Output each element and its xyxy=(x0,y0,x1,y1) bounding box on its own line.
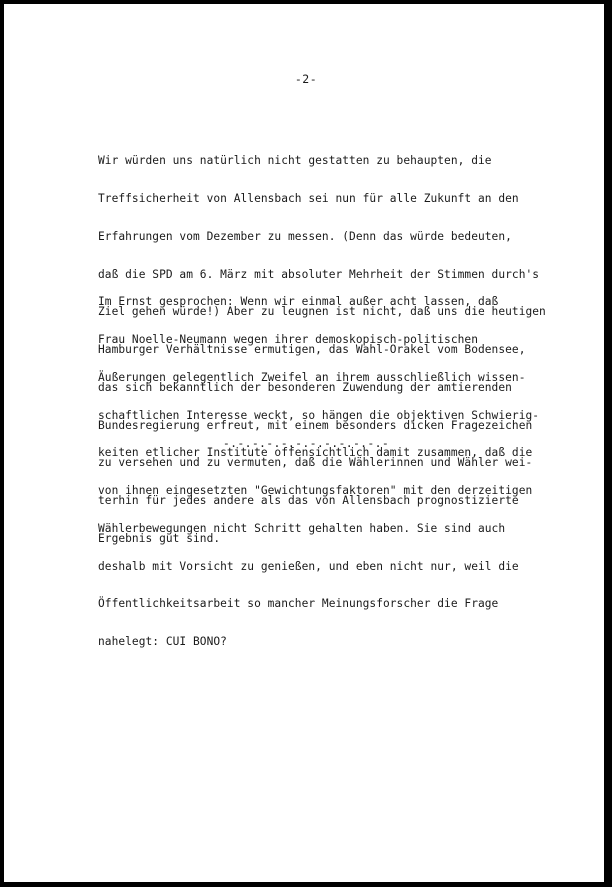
text-line: Ziel gehen würde!) Aber zu leugnen ist nicht, daß uns die heutigen xyxy=(98,305,546,319)
text-line: schaftlichen Interesse weckt, so hängen die objektiven Schwierig- xyxy=(98,408,540,422)
text-line: Wir würden uns natürlich nicht gestatten zu behaupten, die xyxy=(98,154,492,168)
scan-border-bottom xyxy=(0,882,612,887)
text-line: keiten etlicher Institute offensichtlich damit zusammen, daß die xyxy=(98,446,533,460)
text-line: deshalb mit Vorsicht zu genießen, und eben nicht nur, weil die xyxy=(98,559,519,573)
section-separator: -.-.-.-.-.-.-.-.-.-.-.- xyxy=(222,436,390,450)
text-line: Äußerungen gelegentlich Zweifel an ihrem ausschließlich wissen- xyxy=(98,370,526,384)
text-line: daß die SPD am 6. März mit absoluter Mehrheit der Stimmen durch's xyxy=(98,267,540,281)
text-line: zu versehen und zu vermuten, daß die Wählerinnen und Wähler wei- xyxy=(98,456,533,470)
text-line: Bundesregierung erfreut, mit einem besonders dicken Fragezeichen xyxy=(98,418,533,432)
text-line: Erfahrungen vom Dezember zu messen. (Denn das würde bedeuten, xyxy=(98,229,512,243)
text-line: von ihnen eingesetzten "Gewichtungsfaktoren" mit den derzeitigen xyxy=(98,484,533,498)
text-line: Hamburger Verhältnisse ermutigen, das Wahl-Orakel vom Bodensee, xyxy=(98,343,526,357)
text-line: Im Ernst gesprochen: Wenn wir einmal außer acht lassen, daß xyxy=(98,295,499,309)
text-line: Ergebnis gut sind. xyxy=(98,532,221,545)
text-line: das sich bekanntlich der besonderen Zuwendung der amtierenden xyxy=(98,380,512,394)
scan-border-top xyxy=(0,0,612,4)
text-line: Treffsicherheit von Allensbach sei nun für alle Zukunft an den xyxy=(98,191,519,205)
text-line: nahelegt: CUI BONO? xyxy=(98,635,227,649)
text-line: Öffentlichkeitsarbeit so mancher Meinungsforscher die Frage xyxy=(98,597,499,611)
text-line: Wählerbewegungen nicht Schritt gehalten haben. Sie sind auch xyxy=(98,521,506,535)
text-line: terhin für jedes andere als das von Allensbach prognostizierte xyxy=(98,494,519,508)
text-line: Frau Noelle-Neumann wegen ihrer demoskopisch-politischen xyxy=(98,332,478,346)
paragraph-2 xyxy=(98,267,568,661)
page-number: -2- xyxy=(294,72,318,86)
